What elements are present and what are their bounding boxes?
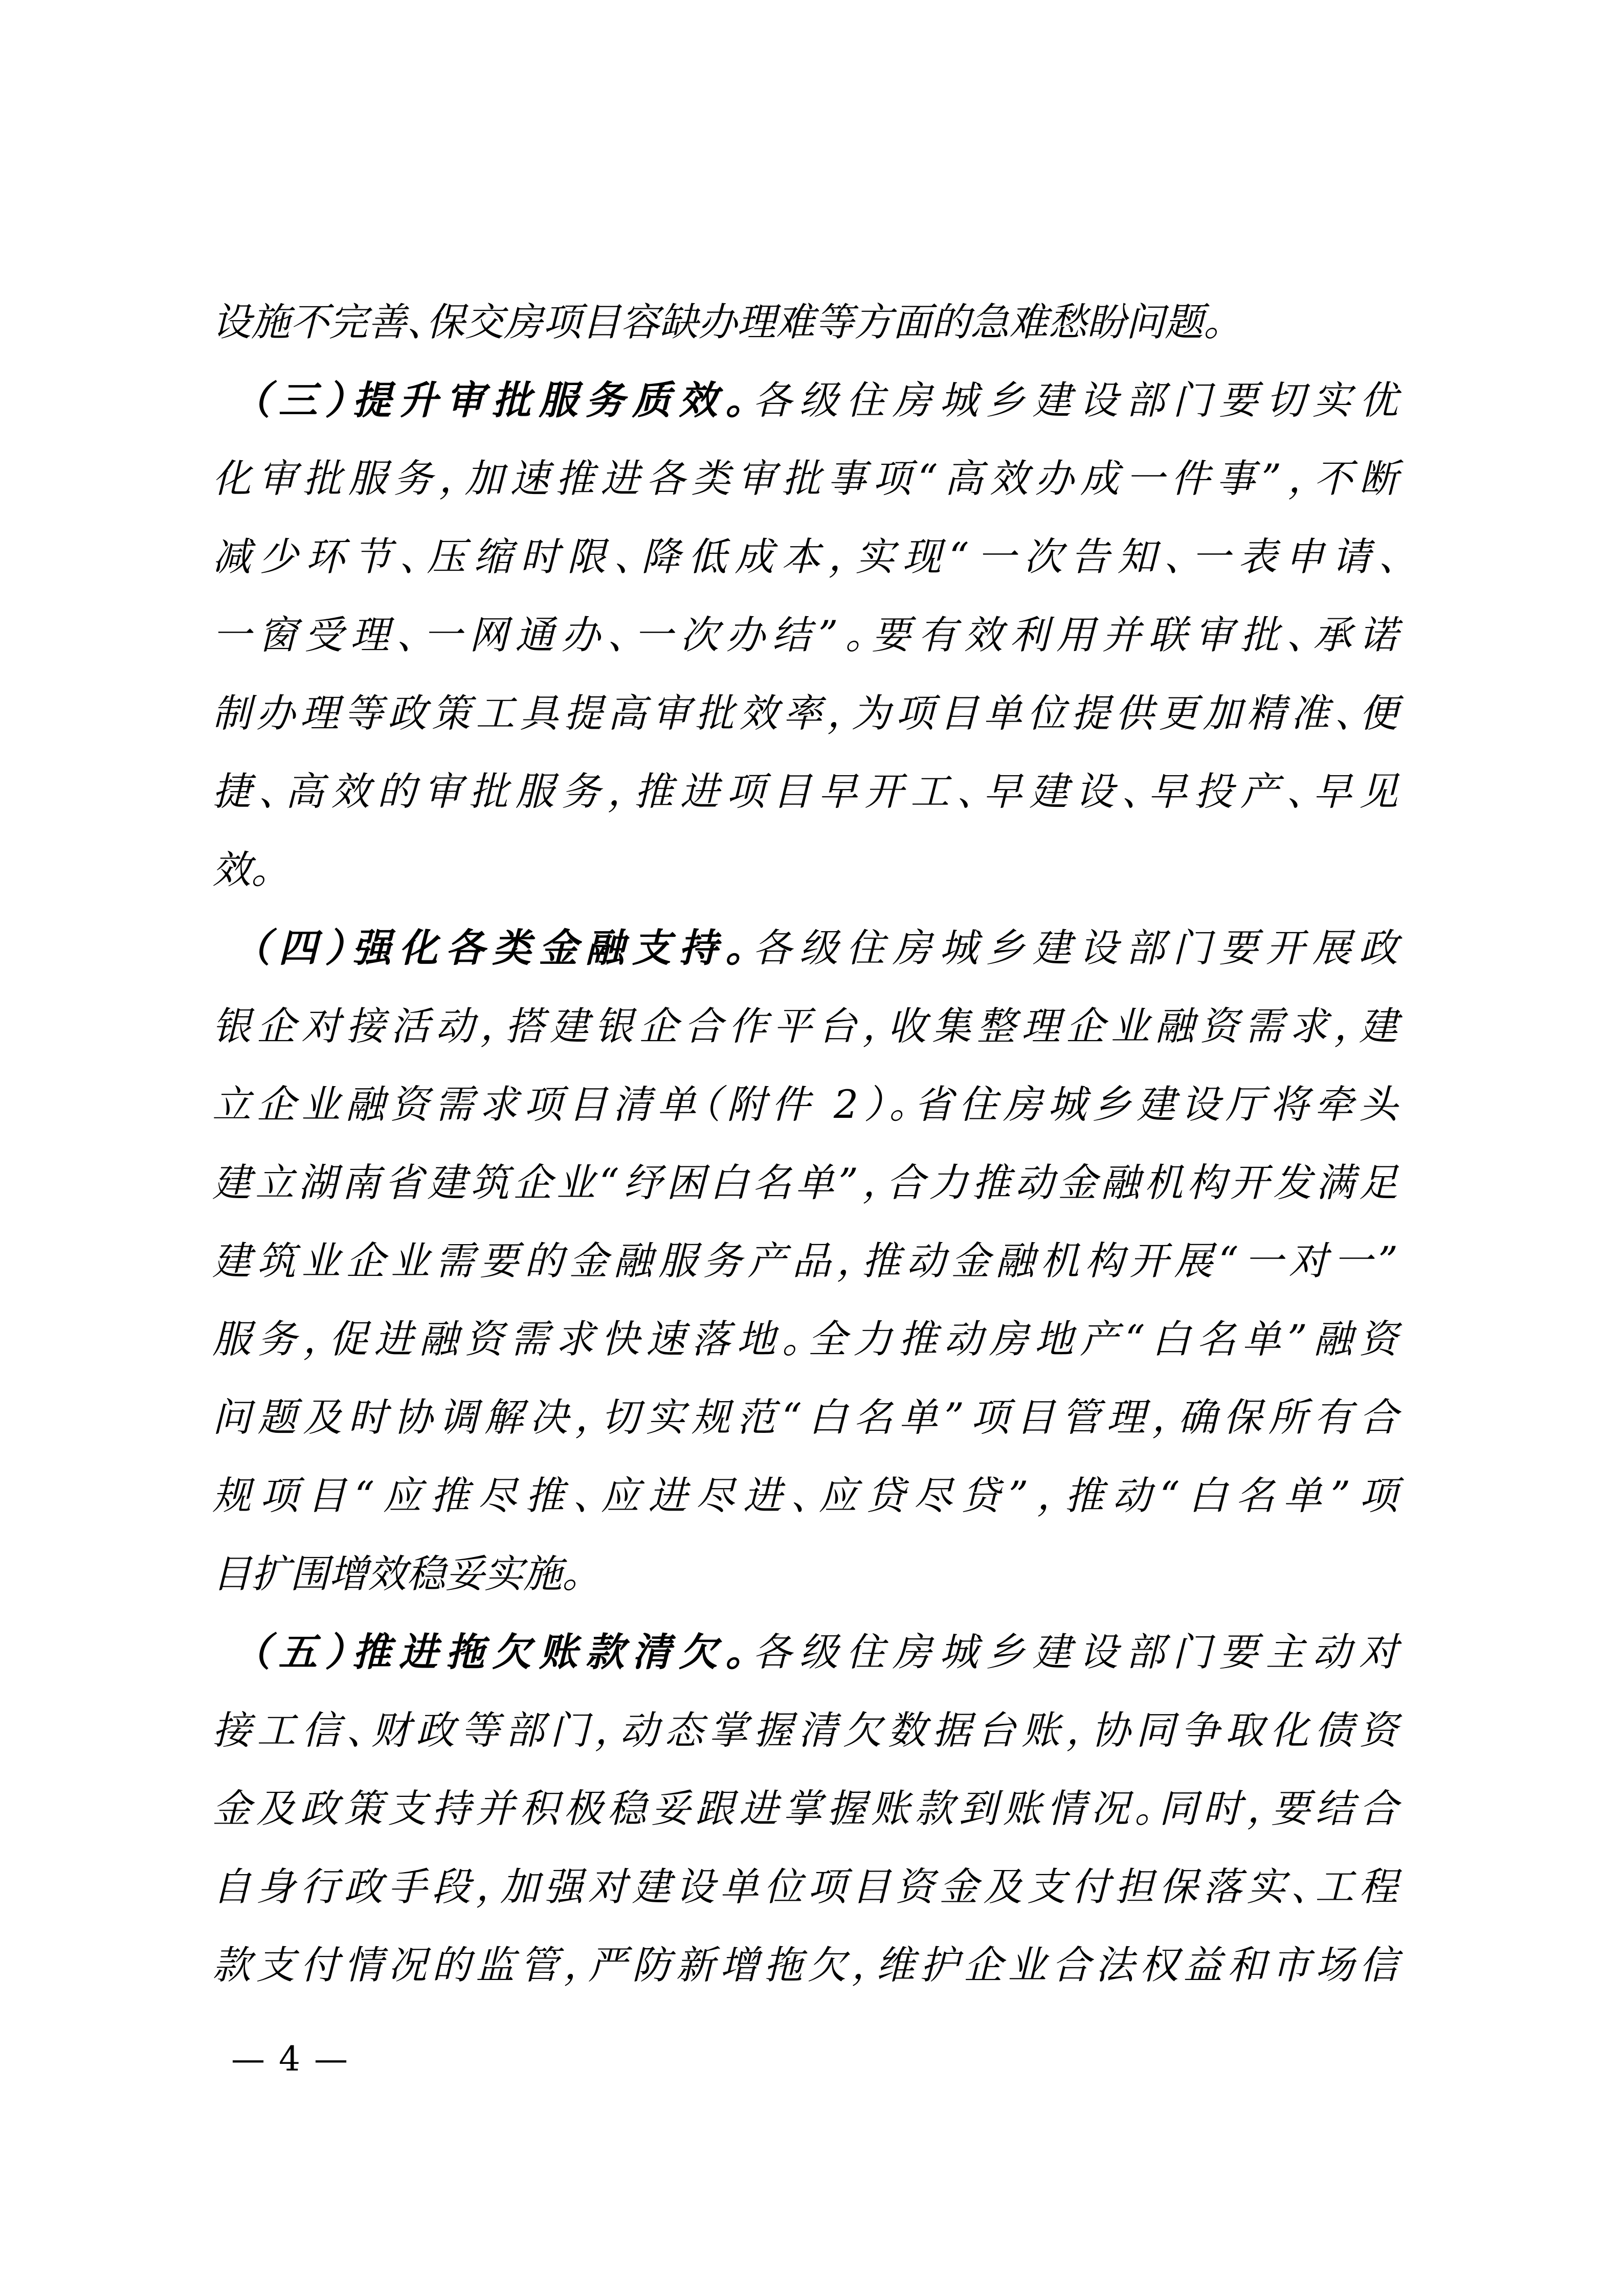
text-line (212, 1848, 1398, 1926)
body-text: 目扩围增效稳妥实施。 (212, 1551, 582, 1596)
text-line (212, 517, 1398, 596)
body-text: 问题及时协调解决，切实规范“白名单”项目管理，确保所有合 (212, 1394, 1398, 1440)
text-line (212, 830, 1398, 909)
body-text: 规项目“应推尽推、应进尽进、应贷尽贷”，推动“白名单”项 (212, 1473, 1398, 1518)
body-text: 各级住房城乡建设部门要主动对 (752, 1629, 1398, 1675)
text-line (212, 1222, 1398, 1300)
body-text: 减少环节、压缩时限、降低成本，实现“一次告知、一表申请、 (212, 534, 1398, 579)
text-line (212, 1535, 1398, 1613)
page-number: — 4 — (231, 2039, 349, 2079)
section-heading: （四）强化各类金融支持。 (251, 925, 753, 971)
paragraph (212, 361, 1398, 909)
text-line (212, 674, 1398, 752)
text-line (212, 1143, 1398, 1222)
text-line (212, 1769, 1398, 1848)
text-line (212, 1456, 1398, 1535)
paragraph (212, 1613, 1398, 2004)
body-text: 金及政策支持并积极稳妥跟进掌握账款到账情况。同时，要结合 (212, 1786, 1398, 1831)
paragraph (212, 283, 1398, 361)
text-line (212, 439, 1398, 517)
text-line (212, 1300, 1398, 1378)
body-text: 各级住房城乡建设部门要开展政 (752, 925, 1398, 971)
body-text: 制办理等政策工具提高审批效率，为项目单位提供更加精准、便 (212, 690, 1398, 736)
text-line (212, 283, 1398, 361)
text-line (212, 1378, 1398, 1456)
body-text: 设施不完善、保交房项目容缺办理难等方面的急难愁盼问题。 (212, 299, 1223, 345)
text-line (212, 361, 1398, 439)
body-text: 接工信、财政等部门，动态掌握清欠数据台账，协同争取化债资 (212, 1707, 1398, 1753)
text-line (212, 1613, 1398, 1691)
text-line (212, 909, 1398, 987)
text-line (212, 987, 1398, 1065)
text-line (212, 596, 1398, 674)
body-text: 建立湖南省建筑企业“纾困白名单”，合力推动金融机构开发满足 (212, 1160, 1398, 1205)
text-line (212, 1691, 1398, 1769)
body-text: 服务，促进融资需求快速落地。全力推动房地产“白名单”融资 (212, 1316, 1398, 1362)
body-text: 效。 (212, 847, 271, 892)
section-heading: （五）推进拖欠账款清欠。 (251, 1629, 753, 1675)
text-line (212, 1065, 1398, 1143)
text-line (212, 752, 1398, 830)
body-text: 款支付情况的监管，严防新增拖欠，维护企业合法权益和市场信 (212, 1942, 1398, 1988)
section-heading: （三）提升审批服务质效。 (251, 377, 753, 423)
body-text: 银企对接活动，搭建银企合作平台，收集整理企业融资需求，建 (212, 1003, 1398, 1049)
document-body (212, 283, 1398, 2004)
body-text: 立企业融资需求项目清单（附件 2）。省住房城乡建设厅将牵头 (212, 1082, 1398, 1127)
paragraph (212, 909, 1398, 1613)
body-text: 各级住房城乡建设部门要切实优 (752, 377, 1398, 423)
body-text: 自身行政手段，加强对建设单位项目资金及支付担保落实、工程 (212, 1864, 1398, 1909)
text-line (212, 1926, 1398, 2004)
body-text: 化审批服务，加速推进各类审批事项“高效办成一件事”，不断 (212, 456, 1398, 501)
body-text: 建筑业企业需要的金融服务产品，推动金融机构开展“一对一” (212, 1238, 1398, 1284)
body-text: 一窗受理、一网通办、一次办结”。要有效利用并联审批、承诺 (212, 612, 1398, 658)
body-text: 捷、高效的审批服务，推进项目早开工、早建设、早投产、早见 (212, 769, 1398, 814)
